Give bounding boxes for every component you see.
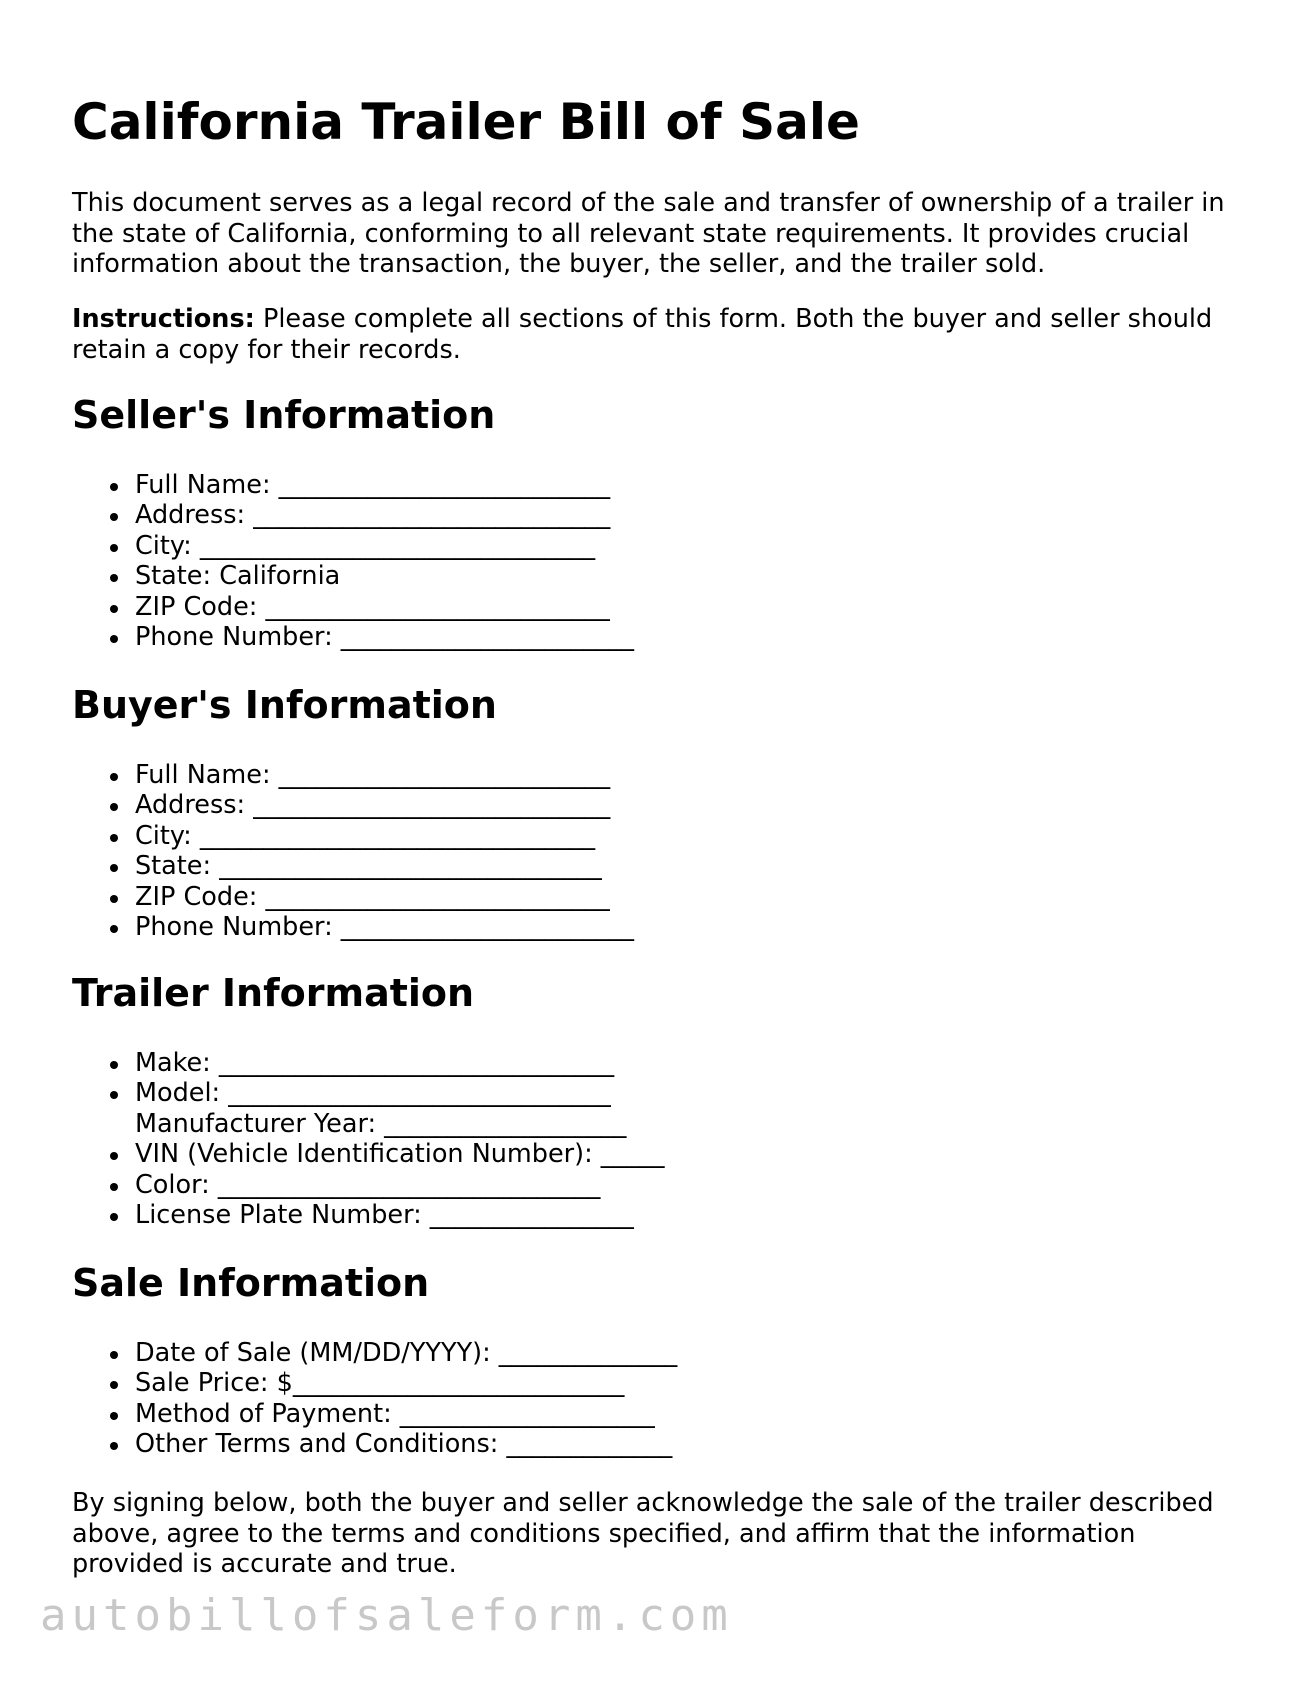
sale-field-list — [72, 1338, 677, 1460]
seller-city-field: City: _______________________________ — [72, 531, 634, 561]
trailer-model-field: Model: ______________________________ — [72, 1078, 665, 1108]
buyer-heading: Buyer's Information — [72, 683, 497, 727]
instructions-text: Please complete all sections of this form. Both the buyer and seller should retain a copy for their records. — [72, 304, 1213, 365]
seller-phone-field: Phone Number: _______________________ — [72, 622, 634, 652]
trailer-year-field: Manufacturer Year: ___________________ — [135, 1108, 627, 1139]
seller-full-name-field: Full Name: __________________________ — [72, 470, 634, 500]
seller-state-field: State: California — [72, 561, 634, 591]
seller-field-list — [72, 470, 634, 652]
trailer-color-field: Color: ______________________________ — [72, 1170, 665, 1200]
trailer-vin-field: VIN (Vehicle Identification Number): _____ — [72, 1139, 665, 1169]
seller-address-field: Address: ____________________________ — [72, 500, 634, 530]
watermark: autobillofsaleform.com — [40, 1590, 733, 1641]
instructions-paragraph — [72, 304, 1247, 365]
intro-paragraph: This document serves as a legal record of the sale and transfer of ownership of a trailer in the state of California, conforming to all relevant state requirements. It provides crucial information about the transaction, the buyer, the seller, and the trailer sold. — [72, 188, 1225, 279]
seller-heading: Seller's Information — [72, 393, 496, 437]
closing-paragraph: By signing below, both the buyer and seller acknowledge the sale of the trailer described above, agree to the terms and conditions specified, and affirm that the information provided is accurate and true. — [72, 1488, 1214, 1579]
sale-heading: Sale Information — [72, 1261, 430, 1305]
sale-other-terms-field: Other Terms and Conditions: _____________ — [72, 1429, 677, 1459]
page-title: California Trailer Bill of Sale — [72, 93, 860, 151]
buyer-state-field: State: ______________________________ — [72, 851, 634, 881]
seller-zip-field: ZIP Code: ___________________________ — [72, 592, 634, 622]
sale-payment-method-field: Method of Payment: ____________________ — [72, 1399, 677, 1429]
instructions-label: Instructions: — [72, 304, 255, 334]
buyer-full-name-field: Full Name: __________________________ — [72, 760, 634, 790]
buyer-city-field: City: _______________________________ — [72, 821, 634, 851]
buyer-field-list — [72, 760, 634, 942]
trailer-plate-field: License Plate Number: ________________ — [72, 1200, 665, 1230]
trailer-heading: Trailer Information — [72, 971, 475, 1015]
buyer-phone-field: Phone Number: _______________________ — [72, 912, 634, 942]
buyer-zip-field: ZIP Code: ___________________________ — [72, 882, 634, 912]
sale-date-field: Date of Sale (MM/DD/YYYY): ______________ — [72, 1338, 677, 1368]
buyer-address-field: Address: ____________________________ — [72, 790, 634, 820]
sale-price-field: Sale Price: $__________________________ — [72, 1368, 677, 1398]
trailer-make-field: Make: _______________________________ — [72, 1048, 665, 1078]
trailer-field-list — [72, 1048, 665, 1230]
